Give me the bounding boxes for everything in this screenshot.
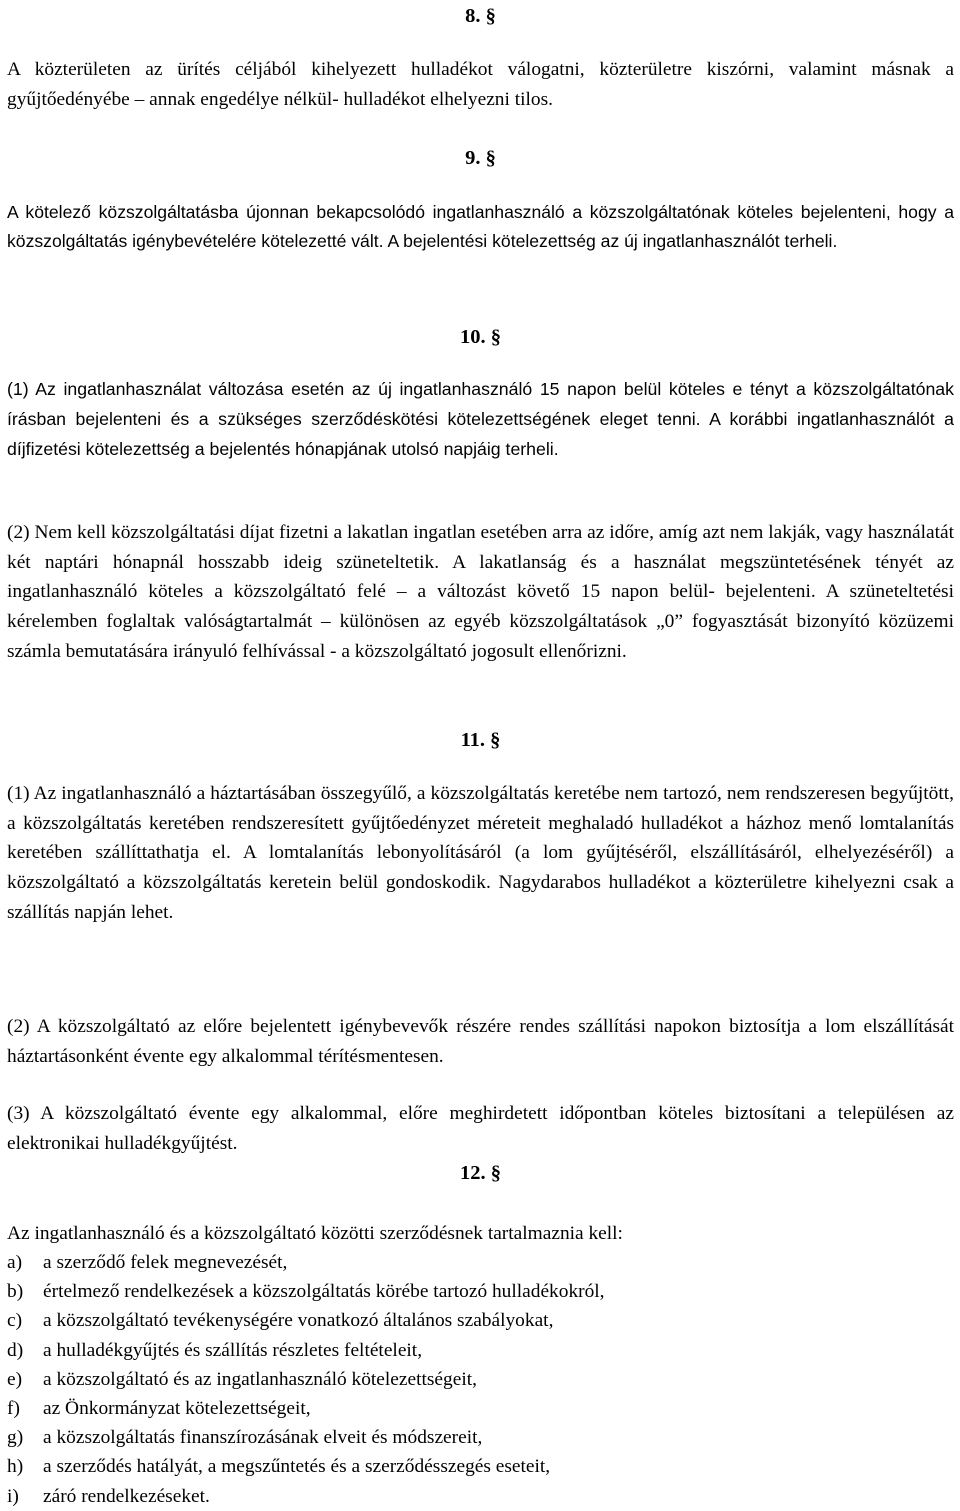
section-11-paragraph-1: (1) Az ingatlanhasználó a háztartásában összegyűlő, a közszolgáltatás keretébe nem tartozó, nem rendszeresen begyűjtött, a közszolgáltatás keretében rendszeresített gyűjtőedényzet méreteit meghaladó hulladékot a házhoz menő lomtalanítás keretében szállíttathatja el. A lomtalanítás lebonyolításáról (a lom gyűjtéséről, elszállításáról, elhelyezéséről) a közszolgáltató a közszolgáltatás keretein belül gondoskodik. Nagydarabos hulladékot a közterületre kihelyezni csak a szállítás napján lehet.	[7, 783, 954, 923]
list-item: f) az Önkormányzat kötelezettségeit,	[7, 1397, 311, 1419]
section-8-heading: 8. §	[465, 5, 496, 27]
section-11-heading: 11. §	[460, 729, 501, 751]
section-12-intro: Az ingatlanhasználó és a közszolgáltató közötti szerződésnek tartalmaznia kell:	[7, 1223, 623, 1244]
section-11-paragraph-2: (2) A közszolgáltató az előre bejelentett igénybevevők részére rendes szállítási napokon biztosítja a lom elszállítását háztartásonként évente egy alkalommal térítésmentesen.	[7, 1016, 954, 1067]
contract-contents-list	[7, 1248, 954, 1511]
list-item: e) a közszolgáltató és az ingatlanhasználó kötelezettségeit,	[7, 1368, 477, 1390]
section-9-heading: 9. §	[465, 147, 496, 169]
section-10-paragraph-2: (2) Nem kell közszolgáltatási díjat fizetni a lakatlan ingatlan esetében arra az időre, amíg azt nem lakják, vagy használatát két naptári hónapnál hosszabb ideig szüneteltetik. A lakatlanság és a használat megszüntetésének tényét az ingatlanhasználó köteles a közszolgáltató felé – a változást követő 15 napon belül- bejelenteni. A szüneteltetési kérelemben foglaltak valóságtartalmát – különösen az egyéb közszolgáltatások „0” fogyasztását bizonyító közüzemi számla bemutatására irányuló felhívással - a közszolgáltató jogosult ellenőrizni.	[7, 522, 954, 662]
list-item: h) a szerződés hatályát, a megszűntetés és a szerződésszegés eseteit,	[7, 1456, 551, 1478]
list-item: c) a közszolgáltató tevékenységére vonatkozó általános szabályokat,	[7, 1310, 554, 1332]
section-8-paragraph: A közterületen az ürítés céljából kihelyezett hulladékot válogatni, közterületre kiszórni, valamint másnak a gyűjtőedényébe – annak engedélye nélkül- hulladékot elhelyezni tilos.	[7, 59, 954, 110]
section-11-paragraph-3: (3) A közszolgáltató évente egy alkalommal, előre meghirdetett időpontban köteles biztosítani a településen az elektronikai hulladékgyűjtést.	[7, 1103, 954, 1154]
section-10-paragraph-1: (1) Az ingatlanhasználat változása esetén az új ingatlanhasználó 15 napon belül köteles e tényt a közszolgáltatónak írásban bejelenteni és a szükséges szerződéskötési kötelezettségének eleget tenni. A korábbi ingatlanhasználót a díjfizetési kötelezettség a bejelentés hónapjának utolsó napjáig terheli.	[7, 379, 954, 459]
list-item: i) záró rendelkezéseket.	[7, 1485, 210, 1507]
list-item: d) a hulladékgyűjtés és szállítás részletes feltételeit,	[7, 1339, 423, 1361]
section-10-heading: 10. §	[460, 326, 501, 348]
list-item: a) a szerződő felek megnevezését,	[7, 1252, 288, 1273]
list-item: g) a közszolgáltatás finanszírozásának elveit és módszereit,	[7, 1427, 483, 1449]
section-9-paragraph: A kötelező közszolgáltatásba újonnan bekapcsolódó ingatlanhasználó a közszolgáltatónak köteles bejelenteni, hogy a közszolgáltatás igénybevételére kötelezetté vált. A bejelentési kötelezettség az új ingatlanhasználót terheli.	[7, 202, 954, 252]
list-item: b) értelmező rendelkezések a közszolgáltatás körébe tartozó hulladékokról,	[7, 1281, 605, 1303]
section-12-heading: 12. §	[460, 1162, 501, 1184]
